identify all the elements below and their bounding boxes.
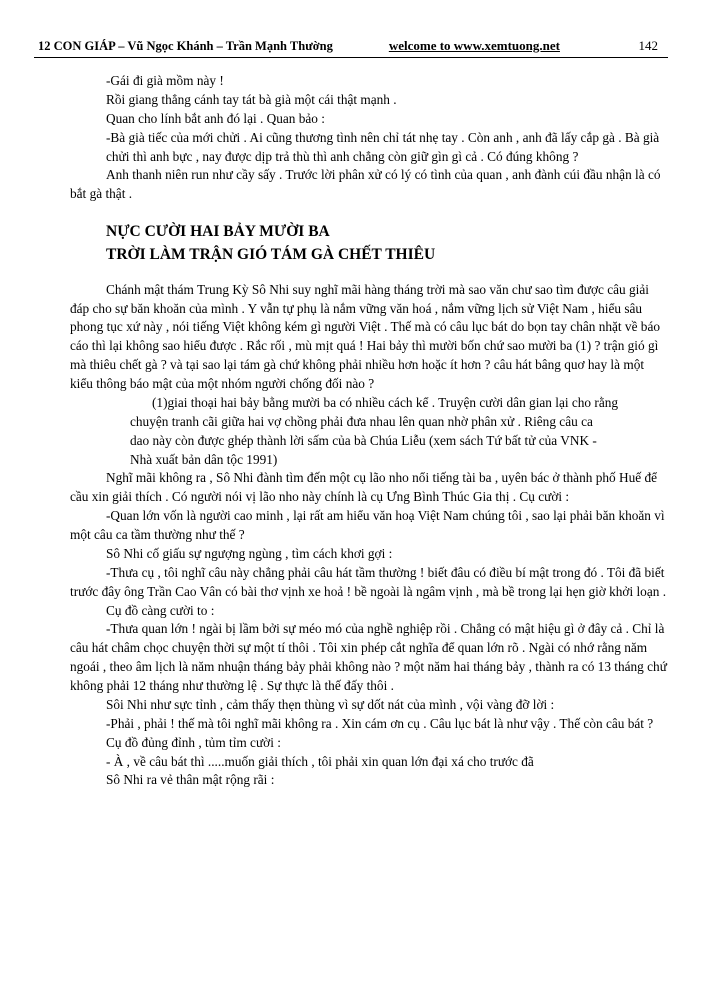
section-heading [34, 220, 668, 267]
footnote-line: chuyện tranh cãi giữa hai vợ chồng phải đưa nhau lên quan nhờ phân xử . Riêng câu ca [130, 413, 593, 429]
footnote-line: dao này còn được ghép thành lời sấm của bà Chúa Liễu (xem sách Tứ bất tử của VNK - [130, 432, 597, 448]
paragraph: Chánh mật thám Trung Kỳ Sô Nhi suy nghĩ mãi hàng tháng trời mà sao văn chư sao tìm được câu giải đáp cho sự băn khoăn của mình . Y vẫn tự phụ là nắm vững văn hoá , nắm vững lịch sử Việt Nam , hiểu sâu phong tục xứ này , nói tiếng Việt không kém gì người Việt . Thế mà có câu lục bát do bọn tay chân nhặt về báo cáo thì lại không sao hiểu được . Rắc rối , mù mịt quá ! Hai bảy thì mười bốn chứ sao mười ba (1) ? trận gió gì mà thiêu chết gà ? và tại sao lại tám gà chứ không phải nhiều hơn hoặc ít hơn ? câu hát bâng quơ hay là một kiểu thông báo mật của một nhóm người chống đối nào ? [70, 281, 661, 391]
paragraph: -Thưa quan lớn ! ngài bị lầm bởi sự méo mó của nghề nghiệp rồi . Chẳng có mật hiệu gì ở đây cả . Chỉ là câu hát châm chọc chuyện thời sự một tí thôi . Tôi xin phép cắt nghĩa để quan lớn rõ . Ngài có nhớ rằng năm ngoái , theo âm lịch là năm nhuận tháng bảy phải không nào ? một năm hai tháng bảy , thành ra có 13 tháng chứ không phải 12 tháng như thường lệ . Sự thực là thế đấy thôi . [70, 621, 667, 693]
paragraph: - À , về câu bát thì .....muốn giải thích , tôi phải xin quan lớn đại xá cho trước đã [106, 753, 534, 769]
paragraph: -Phải , phải ! thế mà tôi nghĩ mãi không ra . Xin cám ơn cụ . Câu lục bát là như vậy . Thế còn câu bát ? [106, 715, 654, 731]
heading-line-1: NỰC CƯỜI HAI BẢY MƯỜI BA [106, 223, 330, 241]
paragraph: Rồi giang thẳng cánh tay tát bà già một cái thật mạnh . [106, 91, 397, 107]
paragraph: Anh thanh niên run như cầy sấy . Trước lời phân xử có lý có tình của quan , anh đành cúi đầu nhận là có bắt gà thật . [70, 167, 661, 202]
footnote-line: Nhà xuất bản dân tộc 1991) [130, 451, 278, 467]
paragraph: Sô Nhi ra vẻ thân mật rộng rãi : [106, 772, 275, 788]
footnote-line: (1)giai thoại hai bảy bằng mười ba có nhiều cách kể . Truyện cười dân gian lại cho rằng [152, 394, 619, 410]
paragraph: Cụ đồ càng cười to : [106, 602, 215, 618]
page-header [34, 38, 668, 58]
header-website-link[interactable]: welcome to www.xemtuong.net [388, 38, 560, 53]
paragraph: Sô Nhi cố giấu sự ngượng ngùng , tìm cách khơi gợi : [106, 545, 393, 561]
paragraph: -Quan lớn vốn là người cao minh , lại rất am hiểu văn hoạ Việt Nam chúng tôi , sao lại phải băn khoăn vì một câu ca tầm thường như thế ? [70, 508, 665, 542]
paragraph: -Thưa cụ , tôi nghĩ câu này chẳng phải câu hát tầm thường ! biết đâu có điều bí mật trong đó . Tôi đã biết trước đây ông Trần Cao Vân có bài thơ vịnh xe hoả ! bề ngoài là ngâm vịnh , mà bề trong lại hẹn giờ khởi loạn . [70, 564, 667, 599]
paragraph: Cụ đồ đủng đỉnh , tủm tỉm cười : [106, 734, 281, 750]
document-body [34, 72, 668, 790]
paragraph: -Gái đi già mồm này ! [106, 73, 224, 88]
page-number: 142 [638, 38, 658, 53]
paragraph: Quan cho lính bắt anh đó lại . Quan bảo : [106, 110, 325, 126]
paragraph: Nghĩ mãi không ra , Sô Nhi đành tìm đến một cụ lão nho nổi tiếng tài ba , uyên bác ở thành phố Huế để cầu xin giải thích . Có người nói vị lão nho này chính là cụ Ưng Bình Thúc Gia thị . Cụ cười : [70, 470, 657, 505]
heading-line-2: TRỜI LÀM TRẬN GIÓ TÁM GÀ CHẾT THIÊU [106, 246, 436, 264]
footnote-block [34, 394, 668, 470]
paragraph: Sôi Nhi như sực tỉnh , cảm thấy thẹn thùng vì sự dốt nát của mình , vội vàng đỡ lời : [106, 696, 555, 712]
header-title-left: 12 CON GIÁP – Vũ Ngọc Khánh – Trần Mạnh Thường [38, 39, 333, 53]
paragraph: -Bà già tiếc của mới chửi . Ai cũng thương tình nên chỉ tát nhẹ tay . Còn anh , anh đã lấy cắp gà . Bà già chửi thì anh bực , nay được dịp trả thù thì anh chẳng còn giữ gìn gì cả . Có đúng không ? [106, 129, 660, 164]
